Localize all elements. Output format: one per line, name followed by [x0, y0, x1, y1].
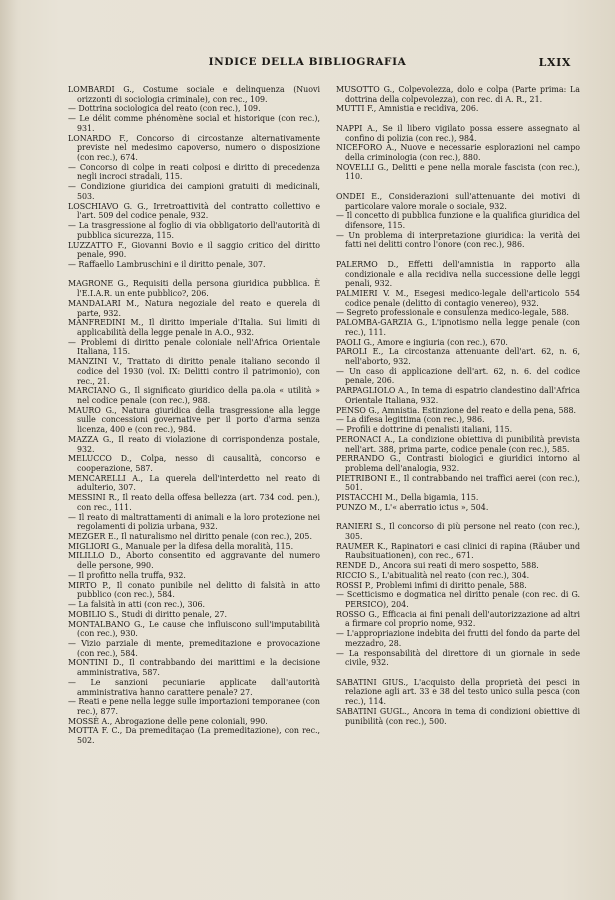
block-gap [336, 250, 580, 260]
page-number: LXIX [538, 56, 571, 69]
bibliography-entry: MIRTO P., Il conato punibile nel delitto di falsità in atto pubblico (con rec.), 584. [68, 580, 320, 600]
bibliography-entry: SABATINI GUGL., Ancora in tema di condizioni obiettive di punibilità (con rec.), 500. [336, 706, 580, 726]
left-column [68, 85, 320, 746]
bibliography-entry: PALMIERI V. M., Esegesi medico-legale dell'articolo 554 codice penale (delitto di contagio venereo), 932. [336, 289, 580, 308]
bibliography-entry: — Reati e pene nella legge sulle importazioni temporanee (con rec.), 877. [68, 697, 320, 716]
bibliography-entry: — Il concetto di pubblica funzione e la qualifica giuridica del difensore, 115. [336, 211, 580, 230]
bibliography-entry: MUTTI F., Amnistia e recidiva, 206. [336, 104, 479, 114]
bibliography-entry: — Un caso di applicazione dell'art. 62, n. 6. del codice penale, 206. [336, 366, 580, 386]
bibliography-entry: PUNZO M., L'« aberratio ictus », 504. [336, 502, 489, 512]
bibliography-entry: PENSO G., Amnistia. Estinzione del reato e della pena, 588. [336, 405, 577, 415]
bibliography-entry: MILILLO D., Aborto consentito ed aggravante del numero delle persone, 990. [68, 551, 320, 571]
bibliography-entry: MANFREDINI M., Il diritto imperiale d'Italia. Sui limiti di applicabilità della legge penale in A.O., 932. [68, 318, 320, 337]
bibliography-entry: MOBILIO S., Studi di diritto penale, 27. [68, 609, 228, 619]
running-title: INDICE DELLA BIBLIOGRAFIA [208, 56, 407, 68]
bibliography-entry: MANZINI V., Trattato di diritto penale italiano secondo il codice del 1930 (vol. IX: Delitti contro il patrimonio), con rec., 21. [68, 357, 320, 386]
block-gap [336, 513, 580, 523]
bibliography-entry: PERONACI A., La condizione obiettiva di punibilità prevista nell'art. 388, prima parte, codice penale (con rec.), 585. [336, 434, 580, 454]
bibliography-entry: — La responsabilità del direttore di un giornale in sede civile, 932. [336, 648, 580, 668]
block-gap [68, 270, 320, 280]
bibliography-entry: MAZZA G., Il reato di violazione di corrispondenza postale, 932. [68, 434, 320, 454]
letter-block [68, 279, 320, 746]
letter-block [336, 124, 580, 182]
bibliography-entry: MOTTA F. C., Da premeditaçao (La premeditazione), con rec., 502. [68, 726, 320, 746]
letter-block [336, 678, 580, 727]
bibliography-entry: — Le délit comme phénomène social et historique (con rec.), 931. [68, 114, 320, 133]
bibliography-entry: MAURO G., Natura giuridica della trasgressione alla legge sulle concessioni governative per il porto d'arma senza licenza, 400 e (con rec.), 984. [68, 405, 320, 435]
bibliography-entry: ROSSO G., Efficacia ai fini penali dell'autorizzazione ad altri a firmare col proprio nome, 932. [336, 609, 580, 629]
bibliography-entry: — Il profitto nella truffa, 932. [68, 570, 186, 580]
bibliography-entry: — Profili e dottrine di penalisti italiani, 115. [336, 425, 513, 435]
bibliography-entry: — Segreto professionale e consulenza medico-legale, 588. [336, 308, 569, 318]
bibliography-entry: MENCARELLI A., La querela dell'interdetto nel reato di adulterio, 307. [68, 473, 320, 493]
bibliography-entry: MUSOTTO G., Colpevolezza, dolo e colpa (Parte prima: La dottrina della colpevolezza), con rec. di A. R., 21. [336, 85, 580, 104]
bibliography-entry: — Il reato di maltrattamenti di animali e la loro protezione nei regolamenti di polizia urbana, 932. [68, 512, 320, 532]
bibliography-entry: — La difesa legittima (con rec.), 986. [336, 415, 485, 425]
bibliography-entry: MONTALBANO G., Le cause che influiscono sull'imputabilità (con rec.), 930. [68, 619, 320, 639]
right-column [336, 85, 580, 726]
bibliography-entry: — La falsità in atti (con rec.), 306. [68, 600, 206, 610]
bibliography-entry: RANIERI S., Il concorso di più persone nel reato (con rec.), 305. [336, 522, 580, 541]
bibliography-entry: PALOMBA-GARZIA G., L'ipnotismo nella legge penale (con rec.), 111. [336, 318, 580, 337]
block-gap [336, 114, 580, 124]
bibliography-entry: — Raffaello Lambruschini e il diritto penale, 307. [68, 259, 266, 269]
bibliography-entry: MOSSÈ A., Abrogazione delle pene coloniali, 990. [68, 716, 268, 726]
block-gap [336, 668, 580, 678]
bibliography-entry: PAOLI G., Amore e ingiuria (con rec.), 670. [336, 337, 508, 347]
bibliography-entry: — La trasgressione al foglio di via obbligatorio dell'autorità di pubblica sicurezza, 115. [68, 221, 320, 240]
bibliography-entry: LOMBARDI G., Costume sociale e delinquenza (Nuovi orizzonti di sociologia criminale), con rec., 109. [68, 85, 320, 104]
bibliography-entry: MIGLIORI G., Manuale per la difesa della moralità, 115. [68, 541, 294, 551]
bibliography-entry: MESSINI R., Il reato della offesa bellezza (art. 734 cod. pen.), con rec., 111. [68, 493, 320, 512]
bibliography-entry: NAPPI A., Se il libero vigilato possa essere assegnato al confino di polizia (con rec.), 984. [336, 123, 580, 143]
bibliography-entry: LONARDO F., Concorso di circostanze alternativamente previste nel medesimo capoverso, numero o disposizione (con rec.), 674. [68, 133, 320, 163]
bibliography-entry: ONDEI E., Considerazioni sull'attenuante dei motivi di particolare valore morale o sociale, 932. [336, 191, 580, 211]
bibliography-entry: RAUMER K., Rapinatori e casi clinici di rapina (Räuber und Raubsituationen), con rec., 671. [336, 541, 580, 561]
bibliography-entry: MARCIANO G., Il significato giuridico della pa.ola « utilità » nel codice penale (con rec.), 988. [68, 386, 320, 405]
bibliography-entry: ROSSI P., Problemi infimi di diritto penale, 588. [336, 580, 527, 590]
bibliography-entry: NOVELLI G., Delitti e pene nella morale fascista (con rec.), 110. [336, 162, 580, 182]
bibliography-entry: — Un problema di interpretazione giuridica: la verità dei fatti nei delitti contro l'onore (con rec.), 986. [336, 230, 580, 250]
bibliography-entry: — L'appropriazione indebita dei frutti del fondo da parte del mezzadro, 28. [336, 629, 580, 648]
bibliography-entry: SABATINI GIUS., L'acquisto della proprietà dei pesci in relazione agli art. 33 e 38 del testo unico sulla pesca (con rec.), 114. [336, 677, 580, 707]
bibliography-entry: — Problemi di diritto penale coloniale nell'Africa Orientale Italiana, 115. [68, 337, 320, 357]
letter-block [336, 522, 580, 668]
bibliography-entry: LOSCHIAVO G. G., Irretroattività del contratto collettivo e l'art. 509 del codice penale, 932. [68, 201, 320, 221]
bibliography-entry: PAROLI E., La circostanza attenuante dell'art. 62, n. 6, nell'aborto, 932. [336, 347, 580, 367]
bibliography-entry: MELUCCO D., Colpa, nesso di causalità, concorso e cooperazione, 587. [68, 454, 320, 473]
letter-block [336, 260, 580, 513]
bibliography-entry: — Concorso di colpe in reati colposi e diritto di precedenza negli incroci stradali, 115. [68, 162, 320, 182]
bibliography-entry: — Condizione giuridica dei campioni gratuiti di medicinali, 503. [68, 182, 320, 201]
bibliography-entry: PALERMO D., Effetti dell'amnistia in rapporto alla condizionale e alla recidiva nella successione delle leggi penali, 932. [336, 259, 580, 289]
bibliography-entry: MAGRONE G., Requisiti della persona giuridica pubblica. È l'E.I.A.R. un ente pubblico?, 206. [68, 279, 320, 299]
bibliography-entry: — Dottrina sociologica del reato (con rec.), 109. [68, 104, 261, 114]
bibliography-entry: MANDALARI M., Natura negoziale del reato e querela di parte, 932. [68, 298, 320, 318]
letter-block [336, 85, 580, 114]
bibliography-entry: — Scetticismo e dogmatica nel diritto penale (con rec. di G. PERSICO), 204. [336, 590, 580, 609]
bibliography-entry: PISTACCHI M., Della bigamia, 115. [336, 493, 479, 503]
bibliography-entry: — Le sanzioni pecuniarie applicate dall'autorità amministrativa hanno carattere penale? 27. [68, 677, 320, 697]
bibliography-entry: — Vizio parziale di mente, premeditazione e provocazione (con rec.), 584. [68, 638, 320, 658]
bibliography-entry: RICCIO S., L'abitualità nel reato (con rec.), 304. [336, 570, 530, 580]
page-header [0, 56, 615, 72]
letter-block [336, 192, 580, 250]
bibliography-entry: RENDE D., Ancora sui reati di mero sospetto, 588. [336, 561, 539, 571]
block-gap [336, 182, 580, 192]
letter-block [68, 85, 320, 270]
bibliography-entry: MONTINI D., Il contrabbando dei marittimi e la decisione amministrativa, 587. [68, 658, 320, 678]
bibliography-entry: PARPAGLIOLO A., In tema di espatrio clandestino dall'Africa Orientale Italiana, 932. [336, 386, 580, 405]
bibliography-entry: PERRANDO G., Contrasti biologici e giuridici intorno al problema dell'analogia, 932. [336, 454, 580, 473]
bibliography-entry: MEZGER E., Il naturalismo nel diritto penale (con rec.), 205. [68, 532, 312, 542]
bibliography-entry: PIETRIBONI E., Il contrabbando nei traffici aerei (con rec.), 501. [336, 473, 580, 493]
bibliography-entry: NICEFORO A., Nuove e necessarie esplorazioni nel campo della criminologia (con rec.), 880. [336, 143, 580, 162]
bibliography-entry: LUZZATTO F., Giovanni Bovio e il saggio critico del diritto penale, 990. [68, 240, 320, 260]
